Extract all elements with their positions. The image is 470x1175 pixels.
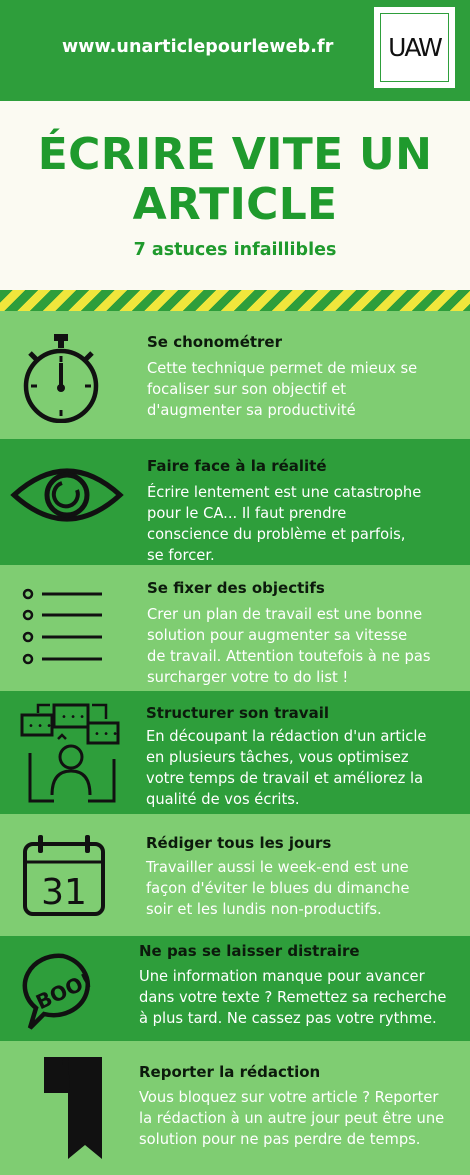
tip-title: Structurer son travail <box>146 704 329 722</box>
site-logo[interactable] <box>374 7 455 88</box>
title-line-1: ÉCRIRE VITE UN <box>37 129 433 180</box>
tip-title: Se fixer des objectifs <box>147 579 325 597</box>
tip-text-line: qualité de vos écrits. <box>146 791 300 808</box>
tip-text-line: la rédaction à un autre jour peut être une <box>139 1110 445 1127</box>
tip-text-line: Travailler aussi le week-end est une <box>146 859 409 876</box>
svg-text:• • •: • • • <box>61 712 86 723</box>
tip-text-line: façon d'éviter le blues du dimanche <box>146 880 410 897</box>
tip-text-line: d'augmenter sa productivité <box>147 402 356 419</box>
hazard-stripe-divider <box>0 290 470 311</box>
tip-text <box>147 358 417 421</box>
calendar-icon <box>22 832 106 918</box>
boo-bubble-icon <box>22 948 104 1034</box>
tip-text-line: focaliser sur son objectif et <box>147 381 347 398</box>
title-line-2: ARTICLE <box>132 179 338 230</box>
logo-mark: UAW <box>380 13 449 82</box>
stopwatch-icon <box>20 331 102 423</box>
tip-text-line: Cette technique permet de mieux se <box>147 360 418 377</box>
tip-text-line: se forcer. <box>147 547 215 564</box>
tip-text-line: surcharger votre to do list ! <box>147 669 349 686</box>
page-title <box>0 130 470 230</box>
tip-text-line: Vous bloquez sur votre article ? Reporter <box>139 1089 439 1106</box>
tip-text-line: Une information manque pour avancer <box>139 968 425 985</box>
tip-text-line: En découpant la rédaction d'un article <box>146 728 427 745</box>
tip-text-line: solution pour augmenter sa vitesse <box>147 627 408 644</box>
tip-title: Reporter la rédaction <box>139 1063 321 1081</box>
tip-title: Se chonométrer <box>147 333 282 351</box>
eye-icon <box>10 461 124 529</box>
header-bar <box>0 0 470 101</box>
tip-text-line: votre temps de travail et améliorez la <box>146 770 424 787</box>
workflow-icon <box>18 699 122 807</box>
tip-eye <box>0 439 470 565</box>
tip-text <box>139 966 446 1029</box>
tip-text <box>139 1087 444 1150</box>
tip-title: Rédiger tous les jours <box>146 834 332 852</box>
tip-text-line: dans votre texte ? Remettez sa recherche <box>139 989 447 1006</box>
bookmark-icon <box>42 1055 106 1165</box>
tip-text-line: soir et les lundis non-productifs. <box>146 901 382 918</box>
list-icon <box>22 587 106 665</box>
tip-title: Ne pas se laisser distraire <box>139 942 360 960</box>
tip-text-line: Écrire lentement est une catastrophe <box>147 484 422 501</box>
tip-distraction <box>0 936 470 1041</box>
tip-text <box>147 604 431 688</box>
site-url[interactable]: www.unarticlepourleweb.fr <box>62 37 334 57</box>
tip-structure <box>0 691 470 814</box>
tip-daily <box>0 814 470 936</box>
tip-postpone <box>0 1041 470 1175</box>
tip-text-line: de travail. Attention toutefois à ne pas <box>147 648 431 665</box>
tip-text-line: conscience du problème et parfois, <box>147 526 406 543</box>
tip-text-line: pour le CA... Il faut prendre <box>147 505 347 522</box>
tip-text-line: à plus tard. Ne cassez pas votre rythme. <box>139 1010 437 1027</box>
boo-text: BOO! <box>32 967 96 1015</box>
tip-title: Faire face à la réalité <box>147 457 327 475</box>
tip-text-line: Crer un plan de travail est une bonne <box>147 606 423 623</box>
tip-stopwatch <box>0 311 470 439</box>
svg-text:• • •: • • • <box>28 721 53 732</box>
tip-text-line: en plusieurs tâches, vous optimisez <box>146 749 409 766</box>
tip-objectives <box>0 565 470 691</box>
tip-text <box>146 726 426 810</box>
tip-text <box>146 857 409 920</box>
tip-text <box>147 482 421 566</box>
page-subtitle: 7 astuces infaillibles <box>133 240 337 260</box>
tip-text-line: solution pour ne pas perdre de temps. <box>139 1131 421 1148</box>
calendar-day-number: 31 <box>41 872 87 913</box>
svg-text:• • •: • • • <box>94 729 119 740</box>
